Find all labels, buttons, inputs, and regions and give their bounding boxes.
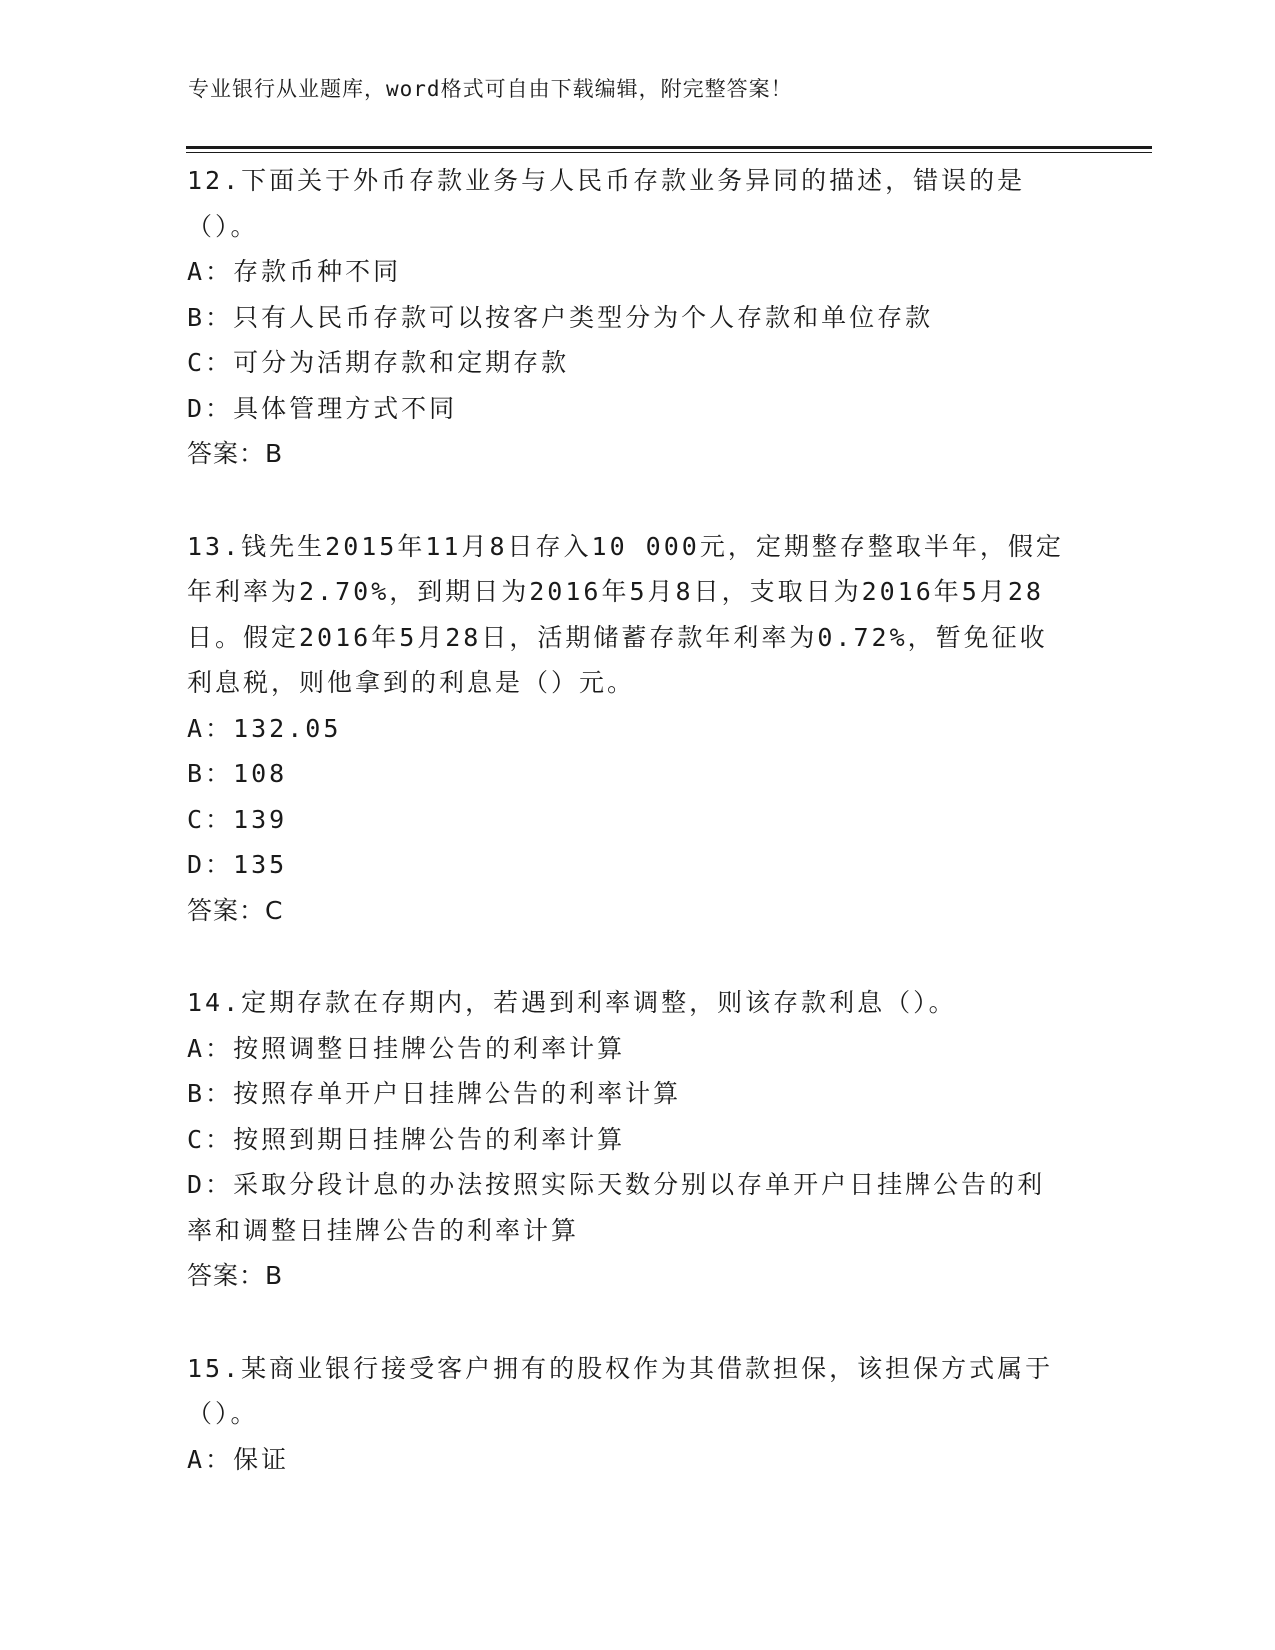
option-text: 139 [233, 804, 288, 834]
question-stem: 13.钱先生2015年11月8日存入10 000元，定期整存整取半年，假定年利率为2.70%，到期日为2016年5月8日，支取日为2016年5月28日。假定2016年5月28日，活期储蓄存款年利率为0.72%，暂免征收利息税，则他拿到的利息是（）元。 [187, 531, 1064, 697]
option-text: 132.05 [233, 713, 342, 743]
question-14 [187, 980, 1067, 1299]
option-text: 按照到期日挂牌公告的利率计算 [233, 1124, 626, 1154]
question-15 [187, 1346, 1067, 1483]
option-b [187, 295, 1067, 341]
answer: 答案：B [187, 1261, 284, 1290]
option-c [187, 1117, 1067, 1163]
option-key: B： [187, 759, 234, 788]
option-text: 108 [233, 759, 288, 788]
page-header: 专业银行从业题库，word格式可自由下载编辑，附完整答案！ [188, 77, 793, 101]
option-a [187, 706, 1067, 752]
option-text: 可分为活期存款和定期存款 [233, 348, 570, 377]
option-text: 采取分段计息的办法按照实际天数分别以存单开户日挂牌公告的利率和调整日挂牌公告的利率计算 [187, 1170, 1046, 1245]
answer: 答案：C [187, 895, 284, 925]
option-text: 135 [233, 850, 288, 879]
option-key: A： [187, 257, 234, 286]
question-stem: 14.定期存款在存期内，若遇到利率调整，则该存款利息（）。 [187, 988, 957, 1017]
question-12 [187, 158, 1067, 477]
option-b [187, 1071, 1067, 1117]
option-key: C： [187, 804, 234, 834]
question-13 [187, 524, 1067, 934]
option-text: 具体管理方式不同 [233, 393, 458, 423]
question-list [187, 158, 1067, 1482]
option-c [187, 340, 1067, 386]
option-a [187, 1026, 1067, 1072]
question-stem: 15.某商业银行接受客户拥有的股权作为其借款担保，该担保方式属于（）。 [187, 1353, 1054, 1428]
option-text: 按照存单开户日挂牌公告的利率计算 [233, 1079, 682, 1108]
option-text: 只有人民币存款可以按客户类型分为个人存款和单位存款 [233, 302, 934, 332]
option-key: D： [187, 850, 234, 879]
option-key: C： [187, 1124, 234, 1154]
option-text: 存款币种不同 [233, 257, 402, 286]
answer: 答案：B [187, 439, 284, 468]
header-rule-thick [186, 146, 1152, 149]
option-key: C： [187, 348, 234, 377]
option-key: B： [187, 1079, 234, 1108]
option-text: 保证 [233, 1444, 290, 1474]
option-text: 按照调整日挂牌公告的利率计算 [233, 1033, 626, 1063]
option-b [187, 751, 1067, 797]
option-d [187, 386, 1067, 432]
option-d [187, 842, 1067, 888]
option-a [187, 1437, 1067, 1483]
option-key: D： [187, 1170, 234, 1199]
question-stem: 12.下面关于外币存款业务与人民币存款业务异同的描述，错误的是（）。 [187, 166, 1026, 241]
option-key: B： [187, 302, 234, 332]
option-c [187, 797, 1067, 843]
option-d [187, 1162, 1067, 1253]
option-key: A： [187, 1444, 234, 1474]
option-key: A： [187, 713, 234, 743]
option-a [187, 249, 1067, 295]
option-key: D： [187, 393, 234, 423]
option-key: A： [187, 1033, 234, 1063]
header-rule-thin [186, 152, 1152, 153]
